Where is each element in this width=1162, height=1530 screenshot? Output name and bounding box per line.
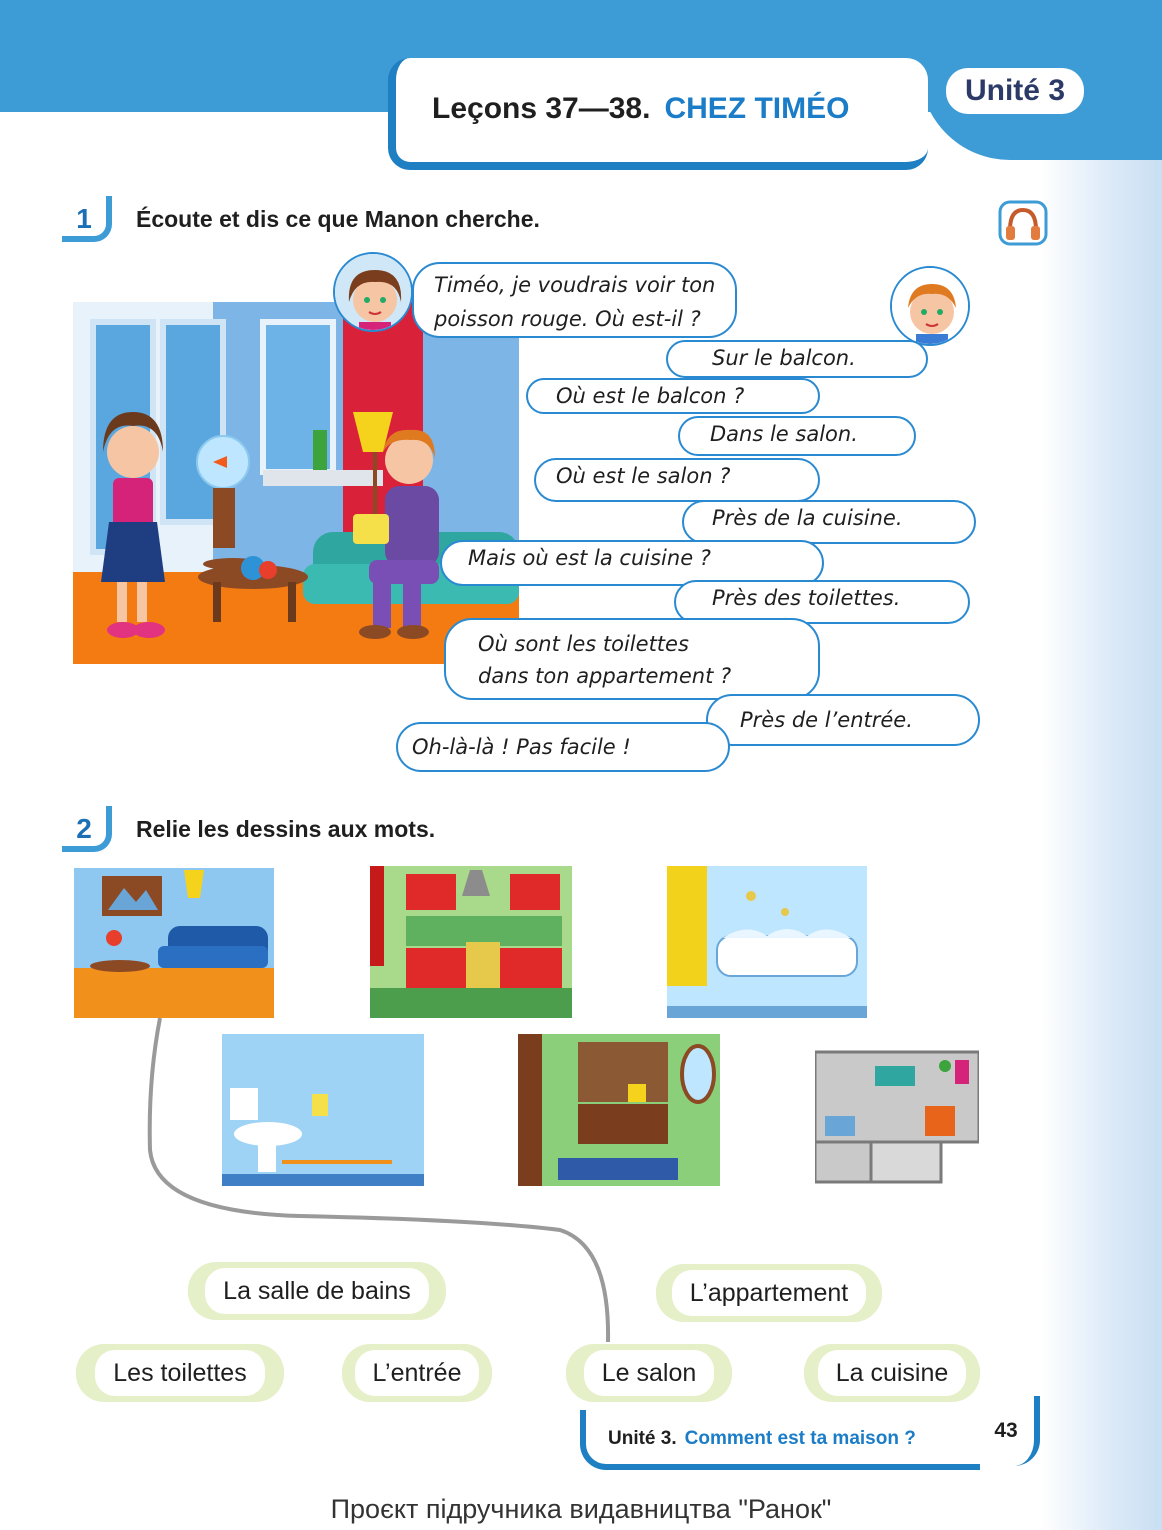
lesson-title: CHEZ TIMÉO xyxy=(664,92,850,125)
speech-bubble: Près de l’entrée. xyxy=(706,694,980,746)
word-label-salle-de-bains[interactable] xyxy=(188,1262,446,1320)
word-label-cuisine[interactable] xyxy=(804,1344,980,1402)
lessons-label: Leçons 37—38. xyxy=(432,92,651,125)
exercise-1-instruction: Écoute et dis ce que Manon cherche. xyxy=(136,206,540,232)
word-label-text: Les toilettes xyxy=(95,1350,264,1396)
speech-bubble: Où est le balcon ? xyxy=(526,378,820,414)
word-label-appartement[interactable] xyxy=(656,1264,882,1322)
speech-bubble: Sur le balcon. xyxy=(666,340,928,378)
word-label-entree[interactable] xyxy=(342,1344,492,1402)
word-label-text: La salle de bains xyxy=(205,1268,429,1314)
speech-line: Où sont les toilettes xyxy=(478,632,689,656)
watermark: Проєкт підручника видавництва "Ранок" xyxy=(330,1494,832,1524)
word-label-text: Le salon xyxy=(584,1350,715,1396)
speech-bubble: Mais où est la cuisine ? xyxy=(440,540,824,586)
word-label-salon[interactable] xyxy=(566,1344,732,1402)
speech-line: dans ton appartement ? xyxy=(478,664,732,688)
page-number: 43 xyxy=(978,1396,1040,1466)
speech-line: poisson rouge. Où est-il ? xyxy=(434,307,701,331)
speech-line: Timéo, je voudrais voir ton xyxy=(434,273,716,297)
word-label-text: L’appartement xyxy=(672,1270,866,1316)
exercise-1-number: 1 xyxy=(62,196,112,242)
word-label-toilettes[interactable] xyxy=(76,1344,284,1402)
footer-chapter: Comment est ta maison ? xyxy=(684,1428,916,1449)
footer-text xyxy=(608,1428,916,1450)
speech-bubble: Où est le salon ? xyxy=(534,458,820,502)
speech-bubble: Oh-là-là ! Pas facile ! xyxy=(396,722,730,772)
word-label-text: L’entrée xyxy=(355,1350,480,1396)
exercise-2-instruction: Relie les dessins aux mots. xyxy=(136,816,436,842)
unit-badge: Unité 3 xyxy=(946,68,1084,114)
word-label-text: La cuisine xyxy=(818,1350,967,1396)
footer-unit: Unité 3. xyxy=(608,1428,677,1449)
exercise-2-number: 2 xyxy=(62,806,112,852)
speech-bubble: Près de la cuisine. xyxy=(682,500,976,544)
speech-bubble: Dans le salon. xyxy=(678,416,916,456)
speech-bubble: Près des toilettes. xyxy=(674,580,970,624)
